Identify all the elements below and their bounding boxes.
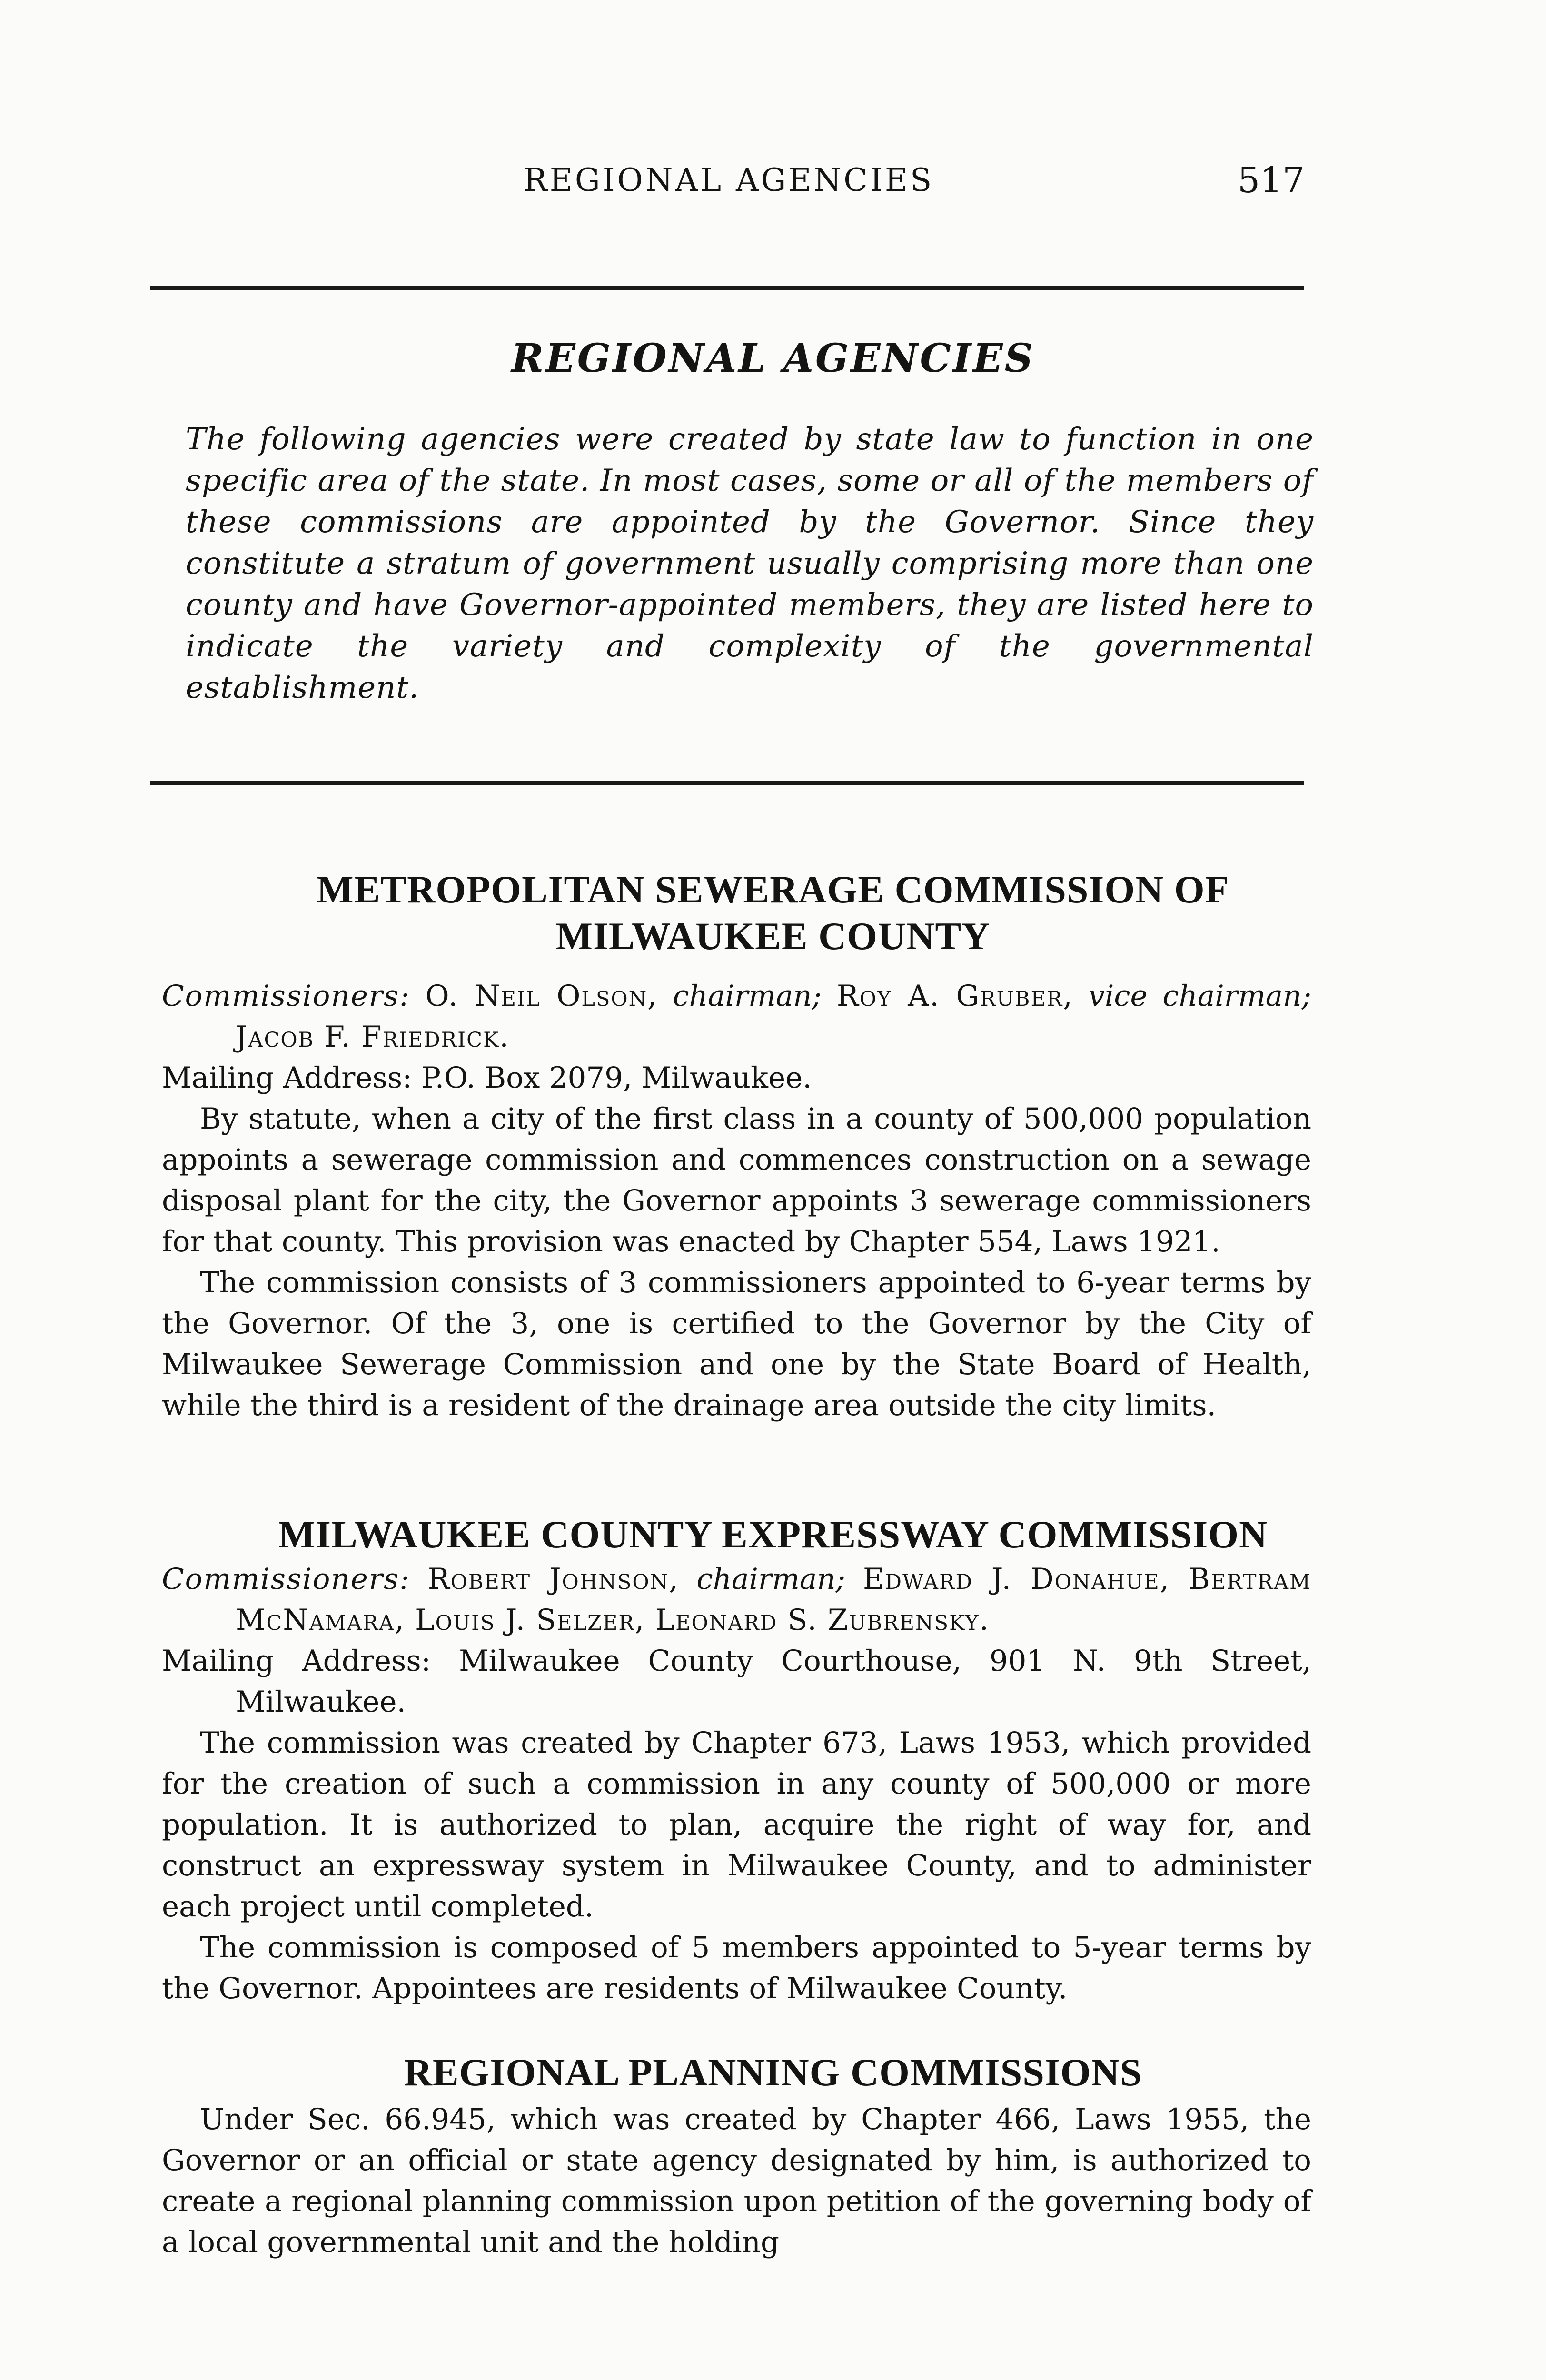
page-number: 517 xyxy=(1238,160,1305,201)
section-intro: The following agencies were created by state law to function in one specific area of the state. In most cases, some or all of the members of these commissions are appointed by the Governor. Since they constitute a stratum of government usually comprising more than one county and have Governor-appointed members, they are listed here to indicate the variety and complexity of the governmental establishment. xyxy=(186,422,1314,705)
expressway-paragraph-creation: The commission was created by Chapter 673, Laws 1953, which provided for the creation of such a commission in any county of 500,000 or more population. It is authorized to plan, acquire the right of way for, and construct an expressway system in Milwaukee County, and to administer each project until completed. xyxy=(162,1726,1311,1924)
planning-commissions-heading: REGIONAL PLANNING COMMISSIONS xyxy=(404,2051,1142,2094)
planning-paragraph: Under Sec. 66.945, which was created by Chapter 466, Laws 1955, the Governor or an official or state agency designated by him, is authorized to create a regional planning commission upon petition of the governing body of a local governmental unit and the holding xyxy=(162,2102,1311,2259)
expressway-commission-heading: MILWAUKEE COUNTY EXPRESSWAY COMMISSION xyxy=(278,1513,1268,1556)
top-rule xyxy=(150,286,1304,290)
commissioners-label: Commissioners: xyxy=(162,1562,410,1596)
expressway-commissioners xyxy=(162,1559,1311,1641)
sewerage-paragraph-composition: The commission consists of 3 commissioners appointed to 6-year terms by the Governor. Of the 3, one is certified to the Governor by the City of Milwaukee Sewerage Commission and one by the State Board of Health, while the third is a resident of the drainage area outside the city limits. xyxy=(162,1266,1311,1422)
member-name: Robert Johnson, xyxy=(427,1562,679,1596)
member-name: Jacob F. Friedrick. xyxy=(236,1020,510,1054)
expressway-mailing-address: Mailing Address: Milwaukee County Courthouse, 901 N. 9th Street, Milwaukee. xyxy=(162,1644,1311,1719)
sewerage-commissioners xyxy=(162,976,1311,1058)
commissioners-label: Commissioners: xyxy=(162,979,410,1013)
member-name: Roy A. Gruber, xyxy=(836,979,1073,1013)
expressway-paragraph-composition: The commission is composed of 5 members appointed to 5-year terms by the Governor. Appointees are residents of Milwaukee County. xyxy=(162,1931,1311,2005)
member-role: chairman; xyxy=(696,1562,846,1596)
sewerage-mailing-address: Mailing Address: P.O. Box 2079, Milwaukee. xyxy=(162,1061,812,1095)
sewerage-heading-line1: METROPOLITAN SEWERAGE COMMISSION OF xyxy=(317,868,1229,911)
section-title: REGIONAL AGENCIES xyxy=(511,336,1035,381)
sewerage-paragraph-statute: By statute, when a city of the first class in a county of 500,000 population appoints a sewerage commission and commences construction on a sewage disposal plant for the city, the Governor appoints 3 sewerage commissioners for that county. This provision was enacted by Chapter 554, Laws 1921. xyxy=(162,1102,1311,1259)
section-divider-rule xyxy=(150,781,1304,785)
running-header-title: REGIONAL AGENCIES xyxy=(524,162,934,198)
sewerage-commission-heading xyxy=(0,866,1546,960)
member-role: vice chairman; xyxy=(1088,979,1312,1013)
member-name: O. Neil Olson, xyxy=(425,979,658,1013)
member-names: Edward J. Donahue, Bertram McNamara, Louis J. Selzer, Leonard S. Zubrensky. xyxy=(236,1562,1312,1637)
expressway-commission-body xyxy=(162,1559,1311,2009)
sewerage-commission-body xyxy=(162,976,1311,1426)
planning-commissions-body xyxy=(162,2099,1311,2263)
member-role: chairman; xyxy=(673,979,822,1013)
sewerage-heading-line2: MILWAUKEE COUNTY xyxy=(555,914,991,958)
